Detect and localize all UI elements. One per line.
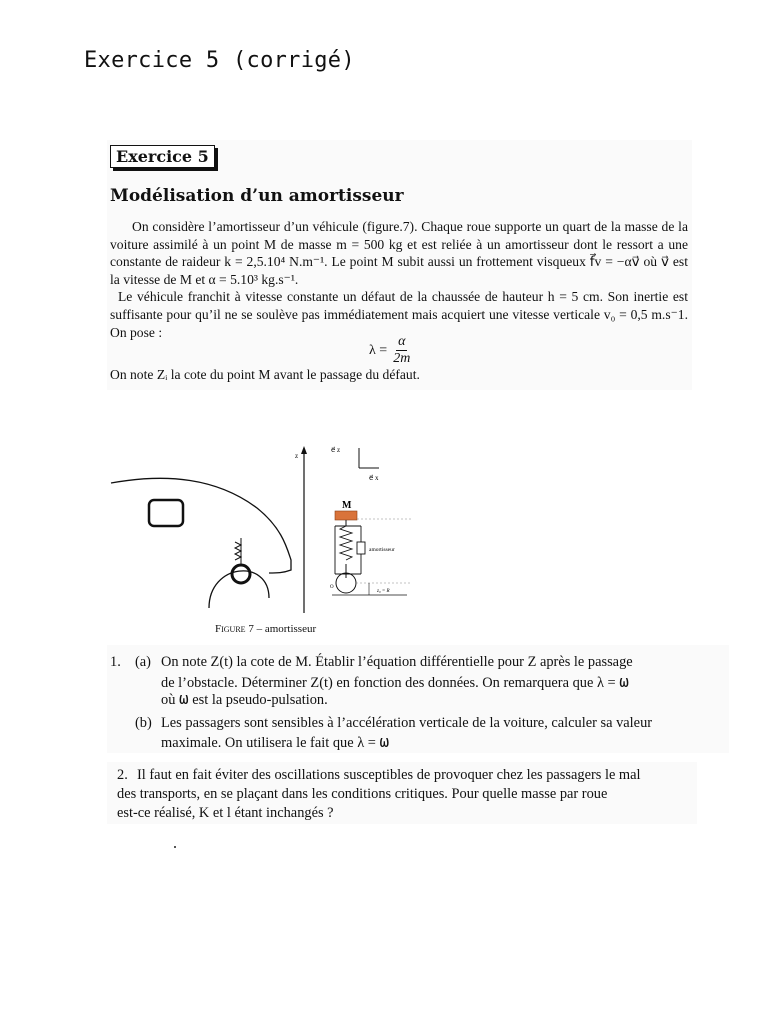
q2-line2: des transports, en se plaçant dans les conditions critiques. Pour quelle masse par roue xyxy=(117,786,608,802)
q1b-line1: Les passagers sont sensibles à l’accélération verticale de la voiture, calculer sa valeur xyxy=(161,715,653,731)
fraction xyxy=(393,334,410,367)
exercise-statement xyxy=(107,140,692,390)
fraction-denominator: 2m xyxy=(393,351,411,366)
statement-text xyxy=(110,218,688,341)
car-outline xyxy=(111,478,291,573)
spring xyxy=(340,526,352,560)
q2-line1: Il faut en fait éviter des oscillations susceptibles de provoquer chez les passagers le mal xyxy=(137,767,641,783)
q1a-label: (a) xyxy=(135,654,151,670)
exercise-label: Exercice 5 xyxy=(110,145,215,168)
lambda-formula xyxy=(369,334,410,367)
q2-number: 2. xyxy=(117,767,128,783)
handwritten-omega: ω xyxy=(179,689,189,708)
z0-label: z₀ = R xyxy=(377,589,390,594)
paragraph-1: On considère l’amortisseur d’un véhicule (figure.7). Chaque roue supporte un quart de la masse de la voiture assimilé à un point M de masse m = 500 kg et est reliée à un amortisseur dont le ressort a une constante de raideur k = 2,5.10⁴ N.m⁻¹. Le point M subit aussi un frottement visqueux f⃗v = −αv⃗ où v⃗ est la vitesse de M et α = 5.10³ kg.s⁻¹. xyxy=(110,219,688,287)
q1-number: 1. xyxy=(110,654,121,670)
ez-label: e⃗ z xyxy=(331,446,341,454)
z-axis-arrow xyxy=(301,446,307,454)
figure-caption: Figure 7 – amortisseur xyxy=(215,623,317,635)
fraction-numerator: α xyxy=(398,334,406,349)
handwritten-omega: ω xyxy=(379,732,390,751)
handwritten-omega: ω xyxy=(619,672,629,691)
note-zi: On note Zᵢ la cote du point M avant le passage du défaut. xyxy=(110,367,420,382)
shock-absorber-diagram xyxy=(107,438,417,638)
car-spring xyxy=(235,542,241,560)
damper-label: amortisseur xyxy=(369,547,395,553)
car-wheel xyxy=(232,565,250,583)
stray-dot xyxy=(174,846,176,848)
damper xyxy=(357,542,365,554)
page-title: Exercice 5 (corrigé) xyxy=(84,48,355,73)
mass-label: M xyxy=(342,500,352,511)
q2-line3: est-ce réalisé, K et l étant inchangés ? xyxy=(117,805,334,821)
q1a-line2: de l’obstacle. Déterminer Z(t) en fonction des données. On remarquera que λ = ω xyxy=(161,672,629,691)
q1a-line3: où ω est la pseudo-pulsation. xyxy=(161,689,328,708)
q1b-label: (b) xyxy=(135,715,152,731)
z-axis-label: z xyxy=(295,452,299,460)
q1a-line1: On note Z(t) la cote de M. Établir l’équation différentielle pour Z après le passage xyxy=(161,654,633,670)
question-1 xyxy=(107,645,729,753)
car-window xyxy=(149,500,183,526)
wheel-arch xyxy=(209,571,269,608)
figure-7 xyxy=(107,438,417,638)
q1b-line2: maximale. On utilisera le fait que λ = ω xyxy=(161,732,390,751)
lambda-symbol: λ = xyxy=(369,342,388,358)
mass-block xyxy=(335,511,357,520)
ex-label: e⃗ x xyxy=(369,474,379,482)
origin-label: O xyxy=(330,585,334,590)
section-title: Modélisation d’un amortisseur xyxy=(110,186,404,206)
paragraph-2: Le véhicule franchit à vitesse constante un défaut de la chaussée de hauteur h = 5 cm. Son inertie est suffisante pour qu’il ne se soulève pas immédiatement mais acquiert une vitesse verticale v₀ = 0,5 m.s⁻1. On pose : xyxy=(110,289,688,340)
question-2 xyxy=(107,762,697,824)
